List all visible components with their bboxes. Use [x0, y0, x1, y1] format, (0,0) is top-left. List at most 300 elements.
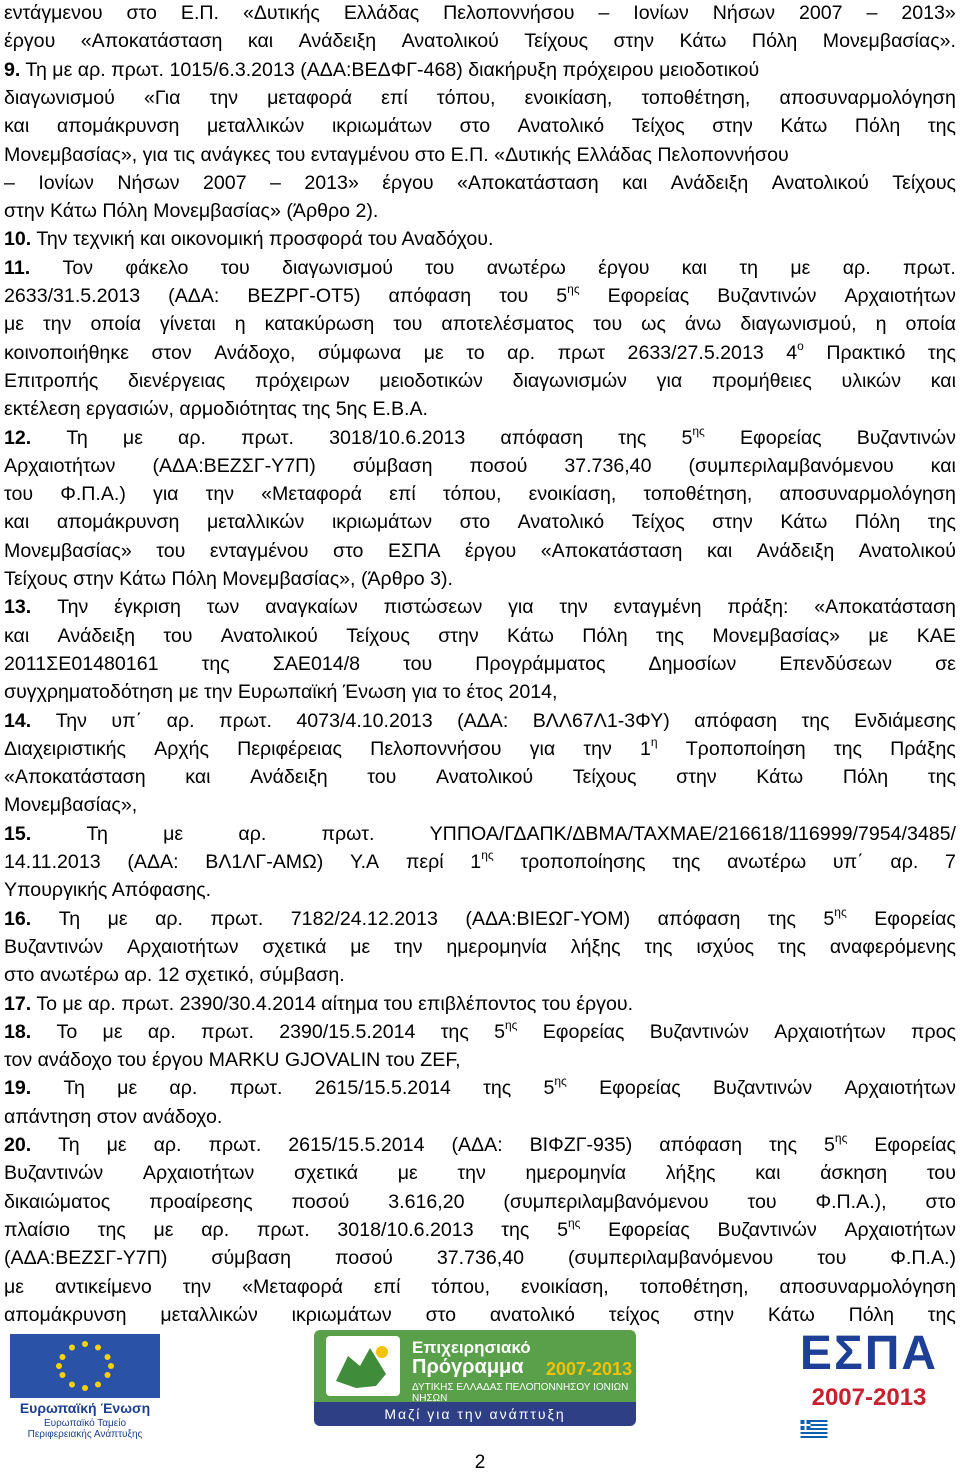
line-word: $1^\eta$ — [639, 734, 658, 760]
line-word: με — [122, 426, 143, 449]
line-word: ανατολικό — [489, 1303, 575, 1326]
line-word: προαίρεσης — [149, 1190, 253, 1213]
line-word: και — [755, 1162, 781, 1185]
line-word: (ΑΔΑ:ΒΕΖΣΓ-Υ7Π) — [152, 454, 316, 477]
line-word: ΒΙΦΖΓ-935) — [529, 1134, 633, 1156]
line-word: Κάτω — [756, 766, 804, 789]
line-word: Πελοποννήσου — [443, 2, 575, 24]
line-word: αποσυναρμολόγηση — [779, 86, 956, 109]
line-word: (ΑΔΑ:ΒΕΖΣΓ-Υ7Π) — [4, 1247, 168, 1270]
line-word: ικριωμάτων — [331, 511, 433, 534]
line-word: Βυζαντινών — [717, 1218, 817, 1241]
line-word: ανωτέρω — [727, 851, 807, 873]
line-word: του — [499, 285, 529, 307]
line-word: 2615/15.5.2014 — [314, 1077, 451, 1100]
line-word: ανωτέρω — [486, 256, 566, 279]
line-word: Κάτω — [767, 1303, 815, 1326]
line-word: Ανατολικό — [517, 115, 605, 138]
line-word: 4073/4.10.2013 — [296, 709, 433, 732]
document-line — [4, 934, 956, 960]
line-word: σχετικά — [293, 1162, 359, 1185]
greek-flag-icon — [800, 1420, 828, 1438]
line-word: πρωτ. — [241, 426, 294, 449]
line-word: Την — [55, 709, 87, 732]
op-line-2: Πρόγραμμα — [412, 1356, 524, 1378]
line-word: επί — [381, 86, 408, 109]
document-line — [4, 991, 633, 1017]
line-word: Ανάδειξη — [57, 624, 136, 647]
line-word: $5^{\eta\varsigma}$ — [557, 1215, 581, 1241]
line-word: ΕΣΠΑ — [387, 539, 441, 562]
line-word: διαγωνισμού, — [740, 313, 857, 336]
line-word: πιστώσεων — [383, 596, 483, 619]
document-line — [4, 425, 956, 451]
line-word: Περιφέρειας — [237, 737, 342, 760]
line-word: εκτέλεση εργασιών, αρμοδιότητας της 5ης Ε.Β.Α. — [4, 398, 429, 421]
line-word: υπ΄ — [832, 851, 864, 873]
eu-title: Ευρωπαϊκή Ένωση — [19, 1400, 151, 1416]
line-word: «Αποκατάσταση — [814, 596, 956, 619]
line-word: της — [927, 511, 956, 534]
document-line — [4, 594, 956, 620]
line-word: έργου — [382, 171, 434, 194]
line-word: απόφαση — [659, 1134, 742, 1156]
line-word: 2011ΣΕ01480161 — [4, 652, 159, 675]
line-word: Βυζαντινών — [4, 935, 104, 958]
line-word: 37.736,40 — [564, 454, 652, 477]
line-word: έργου — [4, 30, 56, 53]
line-word: αποσυναρμολόγηση — [779, 483, 956, 506]
line-word: Ελλάδας — [343, 2, 420, 24]
line-word: αρ. — [155, 907, 183, 930]
document-line — [4, 142, 789, 168]
line-word: πρόχειρων — [255, 369, 350, 392]
line-word: ως — [641, 313, 666, 336]
line-word: επί — [389, 483, 416, 506]
line-word: Το — [56, 1020, 78, 1043]
eu-logo — [2, 1330, 168, 1438]
line-word: 18. — [4, 1020, 32, 1043]
line-word: έργου — [598, 256, 650, 279]
line-word: Ανατολικού — [401, 30, 499, 53]
line-word: τοποθέτηση, — [643, 483, 753, 506]
line-word: Ανατολικού — [771, 171, 869, 194]
document-line — [4, 1189, 956, 1215]
document-line — [4, 481, 956, 507]
line-word: Επιτροπής — [4, 369, 99, 392]
document-line — [4, 28, 956, 54]
line-word: αρ. — [178, 426, 206, 449]
line-word: 2013» — [304, 171, 359, 194]
document-line — [4, 509, 956, 535]
eu-subtitle-line-2: Περιφερειακής Ανάπτυξης — [27, 1429, 143, 1440]
line-word: του — [367, 766, 397, 789]
document-line — [4, 1217, 956, 1243]
line-word: πρωτ. — [902, 256, 956, 279]
line-word: Τείχους — [524, 30, 589, 53]
line-word: και — [4, 511, 30, 534]
line-word: Εφορείας — [739, 426, 822, 449]
document-line — [4, 679, 558, 705]
line-word: Πόλη — [854, 115, 901, 138]
line-word: Βυζαντινών — [4, 1162, 104, 1185]
line-word: δικαιώματος — [4, 1190, 111, 1213]
document-line — [4, 1160, 956, 1186]
line-word: ενοικίαση, — [521, 1275, 609, 1298]
line-word: σύμβαση — [211, 1247, 292, 1270]
line-word: εντάγμενου — [4, 2, 103, 24]
line-word: Μονεμβασίας» — [712, 624, 841, 647]
line-word: ημερομηνία — [446, 935, 547, 958]
line-word: λήξης — [570, 935, 621, 958]
line-word: για — [153, 483, 179, 506]
line-word: στην — [693, 1303, 735, 1326]
line-word: $5^{\eta\varsigma}$ — [823, 904, 847, 930]
line-word: Υ.Α — [350, 851, 380, 873]
line-word: Αρχαιοτήτων — [127, 935, 239, 958]
line-word: 9. Τη με αρ. πρωτ. 1015/6.3.2013 (ΑΔΑ:ΒΕΔΦΓ-468) διακήρυξη πρόχειρου μειοδοτικού — [4, 58, 760, 81]
line-word: πρωτ. — [229, 1077, 283, 1100]
line-word: απομάκρυνση — [4, 1303, 127, 1326]
line-word: ημερομηνία — [525, 1162, 627, 1185]
document-line — [4, 198, 378, 224]
line-word: Πόλη — [842, 766, 889, 789]
line-word: και — [930, 454, 956, 477]
document-line — [4, 1245, 956, 1271]
line-word: με — [107, 907, 128, 930]
line-word: Κάτω — [780, 511, 828, 534]
line-word: Τη — [63, 1077, 85, 1100]
document-line — [4, 1132, 956, 1158]
line-word: περί — [405, 851, 444, 873]
line-word: απάντηση στον ανάδοχο. — [4, 1105, 223, 1128]
line-word: με — [4, 1275, 25, 1298]
line-word: 11. — [4, 256, 31, 279]
line-word: μεταλλικών — [206, 115, 305, 138]
line-word: μεταλλικών — [206, 511, 305, 534]
region-map-icon — [326, 1336, 400, 1396]
line-word: 7 — [945, 851, 956, 873]
document-line — [4, 764, 956, 790]
line-word: της — [927, 341, 956, 364]
line-word: ποσού — [469, 454, 528, 477]
line-word: ικριωμάτων — [291, 1303, 392, 1326]
line-word: πρωτ. — [208, 1134, 262, 1156]
line-word: Κάτω — [780, 115, 828, 138]
line-word: επί — [373, 1275, 401, 1298]
line-word: της — [777, 935, 807, 958]
line-word: μεταλλικών — [160, 1303, 258, 1326]
line-word: 17. Το με αρ. πρωτ. 2390/30.4.2014 αίτημα του επιβλέποντος του έργου. — [4, 992, 634, 1015]
line-word: – — [598, 2, 610, 24]
op-slogan: Μαζί για την ανάπτυξη — [384, 1406, 566, 1422]
line-word: στην — [613, 30, 655, 53]
line-word: Νήσων — [712, 2, 776, 24]
document-line — [4, 1104, 222, 1130]
line-word: στην Κάτω Πόλη Μονεμβασίας» (Άρθρο 2). — [4, 200, 379, 223]
line-word: Αρχαιοτήτων — [4, 454, 116, 477]
document-line — [4, 170, 956, 196]
line-word: του — [593, 313, 623, 336]
line-word: $5^{\eta\varsigma}$ — [494, 1017, 518, 1043]
espa-logo — [784, 1326, 954, 1442]
line-word: της — [927, 1303, 956, 1326]
line-word: και — [4, 624, 30, 647]
line-word: Ενδιάμεσης — [854, 709, 956, 732]
line-word: και — [4, 115, 30, 138]
document-line — [4, 0, 956, 26]
line-word: Αρχής — [154, 737, 209, 760]
line-word: ΒΛ1ΛΓ-ΑΜΩ) — [205, 851, 324, 873]
line-word: Τη — [86, 822, 108, 845]
line-word: Εφορείας — [874, 907, 956, 930]
line-word: απόφαση — [388, 285, 472, 307]
line-word: Πελοποννήσου — [370, 737, 502, 760]
line-word: στο — [925, 1190, 956, 1213]
line-word: της — [801, 709, 830, 732]
line-word: $5^{\eta\varsigma}$ — [543, 1074, 567, 1100]
line-word: 15. — [4, 822, 32, 845]
line-word: 2007 — [798, 2, 843, 24]
line-word: (συμπεριλαμβανόμενου — [568, 1247, 774, 1270]
line-word: η — [234, 313, 246, 336]
line-word: και — [185, 766, 211, 789]
line-word: της — [440, 1020, 469, 1043]
line-word: 2013» — [901, 2, 956, 24]
line-word: με — [153, 1218, 174, 1241]
line-word: του — [163, 624, 193, 647]
line-word: αρ. — [166, 709, 195, 732]
line-word: $5^{\eta\varsigma}$ — [823, 1131, 848, 1156]
line-word: έργου — [464, 539, 517, 562]
line-word: Ε.Π. — [180, 2, 219, 24]
espa-wordmark: ΕΣΠΑ — [799, 1327, 939, 1380]
line-word: 16. — [4, 907, 32, 930]
line-word: και — [622, 171, 648, 194]
line-word: Τη — [66, 426, 88, 449]
line-word: με — [790, 256, 811, 279]
line-word: αναφερόμενης — [829, 935, 956, 958]
line-word: Νήσων — [117, 171, 180, 194]
line-word: πρωτ. — [256, 1218, 310, 1241]
line-word: ισχύος — [696, 935, 755, 958]
line-word: της — [768, 1134, 798, 1156]
line-word: Πράξης — [890, 737, 956, 760]
line-word: Ανατολικού — [220, 624, 318, 647]
line-word: οποία — [905, 313, 956, 336]
line-word: αρ. — [238, 822, 267, 845]
line-word: διαγωνισμού — [282, 256, 393, 279]
line-word: πράξη: — [727, 596, 789, 619]
line-word: αντικείμενο — [54, 1275, 152, 1298]
line-word: με — [397, 1162, 418, 1185]
line-word: Κάτω — [507, 624, 554, 647]
line-word: με — [868, 624, 889, 647]
line-word: $4^o$ — [786, 338, 804, 364]
line-word: της — [927, 766, 956, 789]
line-word: ενοικίαση, — [524, 86, 613, 109]
line-word: ΒΛΛ67Λ1-3ΦΥ) — [532, 709, 670, 732]
line-word: ενοικίαση, — [528, 483, 617, 506]
document-line — [4, 340, 956, 366]
line-word: και — [247, 30, 274, 53]
line-word: Τείχους στην Κάτω Πόλη Μονεμβασίας», (Άρθρο 3). — [4, 568, 453, 590]
document-line — [4, 283, 956, 309]
line-word: ΚΑΕ — [916, 624, 956, 647]
line-word: την — [457, 1162, 486, 1185]
line-word: άσκηση — [820, 1162, 888, 1185]
line-word: απόφαση — [657, 907, 741, 930]
line-word: Ανατολικό — [517, 511, 605, 534]
line-word: τοποθέτηση, — [639, 1275, 749, 1298]
line-word: Βυζαντινών — [717, 285, 817, 307]
line-word: Προγράμματος — [475, 652, 606, 675]
line-word: της — [927, 115, 956, 138]
line-word: για — [656, 369, 683, 392]
document-line — [4, 255, 956, 281]
line-word: αρ. — [842, 256, 871, 279]
document-line — [4, 1019, 956, 1045]
line-word: του — [393, 313, 423, 336]
line-word: κοινοποιήθηκε — [4, 341, 129, 364]
line-word: στην — [438, 624, 479, 647]
line-word: στο — [126, 2, 157, 24]
line-word: λήξης — [665, 1162, 716, 1185]
document-line — [4, 113, 956, 139]
line-word: Ανατολικού — [858, 539, 956, 562]
line-word: 3018/10.6.2013 — [329, 426, 466, 449]
line-word: Εφορείας — [608, 1218, 690, 1241]
line-word: Αρχαιοτήτων — [844, 285, 956, 307]
line-word: «Για — [143, 86, 181, 109]
line-word: Ανάδειξη — [670, 171, 749, 194]
line-word: του — [156, 539, 186, 562]
line-word: 2633/27.5.2013 — [627, 341, 764, 364]
line-word: τόπου, — [442, 483, 502, 506]
line-word: σύμβαση — [352, 454, 433, 477]
line-word: στην — [676, 766, 717, 789]
line-word: 19. — [4, 1077, 32, 1100]
document-line — [4, 85, 956, 111]
line-word: τροποποίησης — [520, 851, 646, 873]
line-word: και — [706, 539, 733, 562]
line-word: της — [767, 907, 796, 930]
line-word: με — [163, 822, 184, 845]
line-word: της — [672, 851, 701, 873]
line-word: σε — [935, 652, 956, 675]
eu-subtitle-line-1: Ευρωπαϊκό Ταμείο — [43, 1418, 127, 1429]
line-word: του — [403, 652, 433, 675]
line-word: Τείχος — [631, 115, 685, 138]
line-word: Εφορείας — [542, 1020, 625, 1043]
line-word: της — [644, 935, 673, 958]
line-word: του — [747, 1190, 777, 1213]
line-word: $5^{\eta\varsigma}$ — [556, 282, 580, 307]
line-word: της — [618, 426, 647, 449]
line-word: 2633/31.5.2013 — [4, 285, 141, 307]
line-word: της — [833, 737, 862, 760]
line-word: Τείχους — [892, 171, 956, 194]
line-word: αρ. — [201, 1218, 230, 1241]
line-word: Ανάδειξη — [298, 30, 377, 53]
line-word: (συμπεριλαμβανόμενου — [688, 454, 894, 477]
line-word: υλικών — [841, 369, 902, 392]
line-word: 14.11.2013 — [4, 851, 101, 873]
line-word: η — [875, 313, 887, 336]
line-word: Εφορείας — [607, 285, 690, 307]
line-word: με — [106, 1134, 127, 1156]
document-line — [4, 906, 956, 932]
line-word: 37.736,40 — [436, 1247, 525, 1270]
line-word: του — [4, 483, 34, 506]
line-word: Μονεμβασίας» — [4, 539, 132, 562]
line-word: (συμπεριλαμβανόμενου — [503, 1190, 709, 1213]
line-word: – — [270, 171, 281, 194]
line-word: Πόλη — [854, 511, 901, 534]
document-line — [4, 538, 956, 564]
document-line — [4, 453, 956, 479]
line-word: τείχος — [608, 1303, 660, 1326]
line-word: με — [4, 313, 25, 336]
page-number: 2 — [474, 1452, 486, 1473]
line-word: με — [423, 341, 444, 364]
line-word: 2007 — [203, 171, 247, 194]
line-word: των — [206, 596, 240, 619]
line-word: για — [508, 596, 534, 619]
line-word: της — [97, 1218, 126, 1241]
line-word: πρωτ. — [321, 822, 375, 845]
line-word: την — [583, 737, 612, 760]
line-word: Αρχαιοτήτων — [142, 1162, 255, 1185]
document-line — [4, 877, 211, 903]
line-word: 14. — [4, 709, 32, 732]
line-word: ποσού — [335, 1247, 393, 1270]
line-word: αρ. — [507, 341, 536, 364]
line-word: αρ. — [169, 1077, 198, 1100]
line-word: Τείχους — [572, 766, 637, 789]
line-word: με — [117, 1077, 138, 1100]
line-word: κατακύρωση — [264, 313, 375, 336]
line-word: Τείχους — [346, 624, 410, 647]
line-word: τοποθέτηση, — [641, 86, 751, 109]
line-word: Μονεμβασίας», — [4, 794, 138, 817]
line-word: ικριωμάτων — [331, 115, 433, 138]
line-word: την — [559, 596, 588, 619]
line-word: προμήθειες — [711, 369, 812, 392]
line-word: στο — [333, 539, 364, 562]
line-word: αρ. — [890, 851, 919, 873]
line-word: Ανατολικού — [436, 766, 534, 789]
line-word: υπ΄ — [111, 709, 143, 732]
line-word: την — [209, 86, 239, 109]
espa-years: 2007-2013 — [811, 1384, 927, 1411]
document-line — [4, 1047, 461, 1073]
line-word: (ΑΔΑ:ΒΙΕΩΓ-ΥΟΜ) — [465, 907, 631, 930]
document-line — [4, 708, 956, 734]
line-word: στο — [459, 115, 491, 138]
operational-programme-logo — [314, 1330, 636, 1426]
line-word: (ΑΔΑ: — [451, 1134, 503, 1156]
line-word: Ιονίων — [38, 171, 94, 194]
line-word: προς — [910, 1020, 956, 1043]
op-line-1: Επιχειρησιακό — [412, 1338, 531, 1357]
line-word: στο — [459, 511, 491, 534]
line-word: διενέργειας — [128, 369, 226, 392]
line-word: Βυζαντινών — [649, 1020, 749, 1043]
line-word: 13. — [4, 596, 32, 619]
line-word: με — [102, 1020, 123, 1043]
footer-logos — [0, 1312, 960, 1442]
